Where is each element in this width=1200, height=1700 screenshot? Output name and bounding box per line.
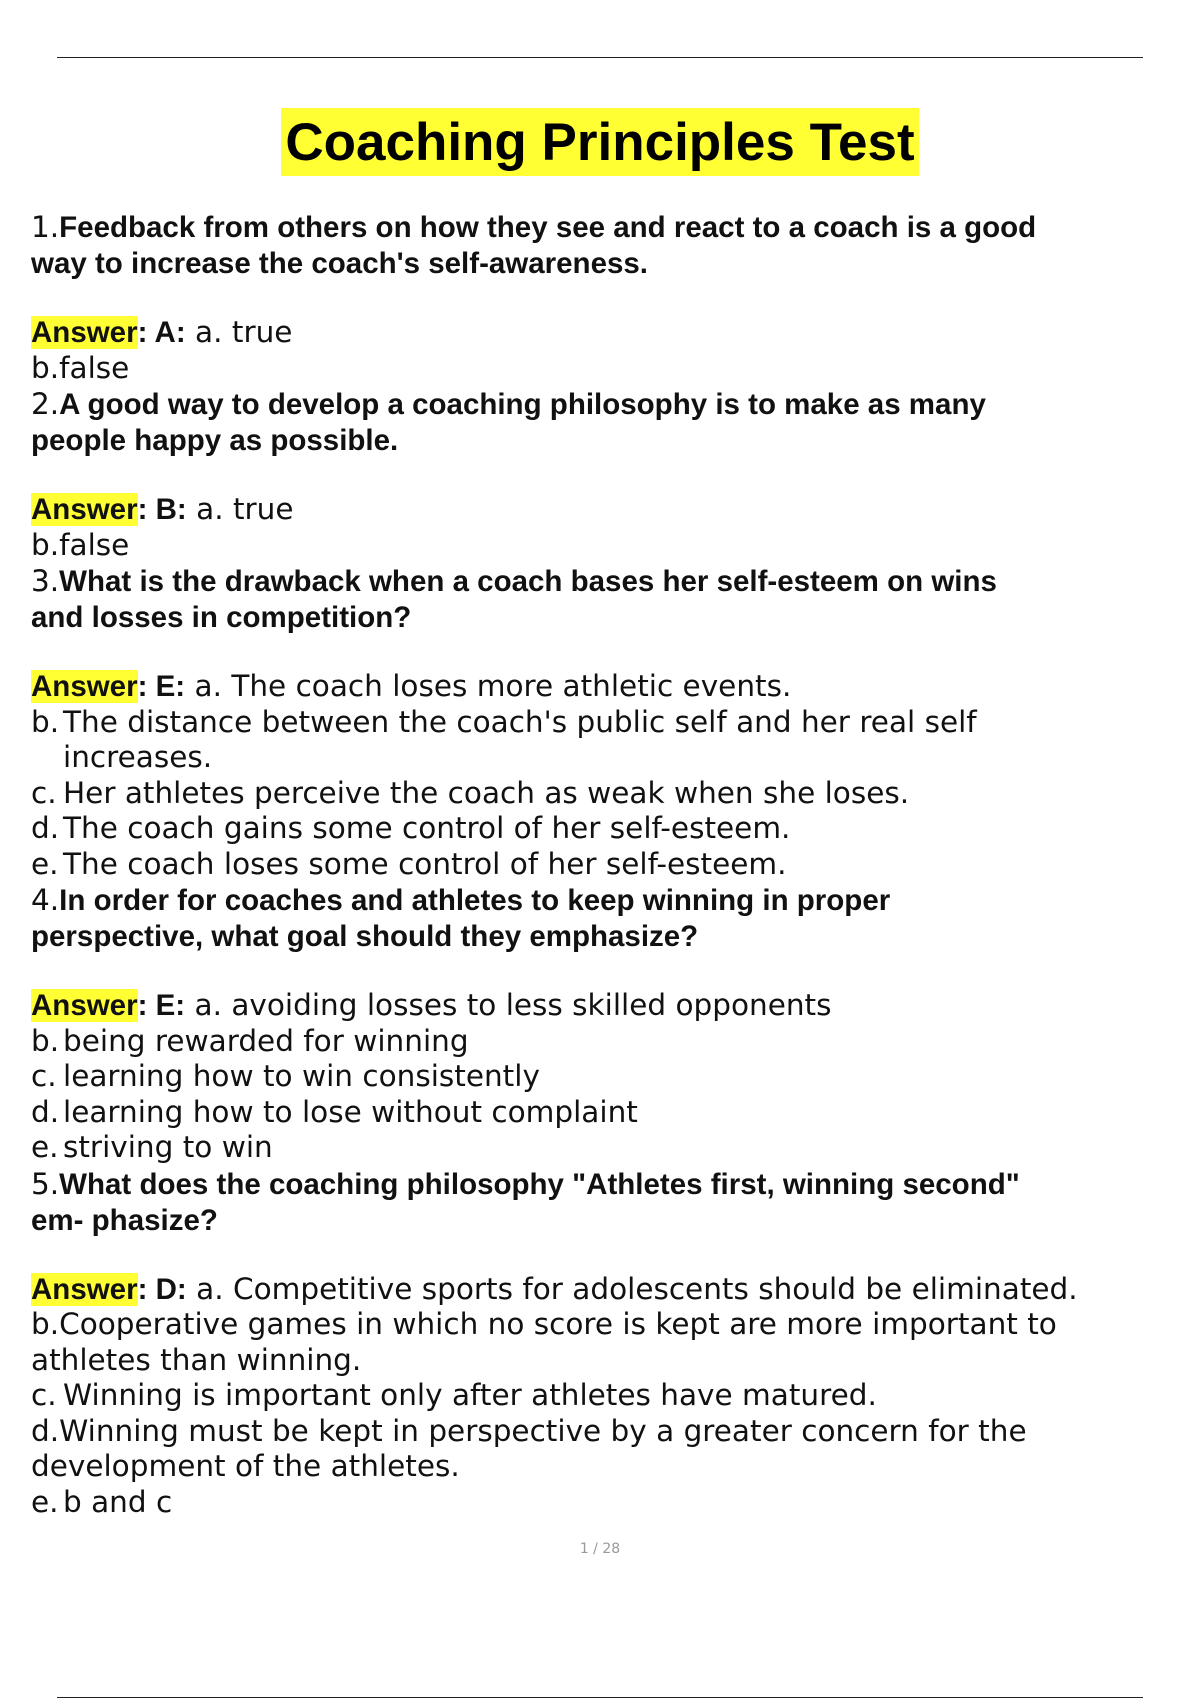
option-d: d. The coach gains some control of her self-esteem.	[31, 811, 791, 845]
answer-key: B:	[155, 493, 187, 526]
question-text-line2: way to increase the coach's self-awareness.	[31, 247, 648, 280]
answer-key: A:	[154, 316, 186, 349]
option-c: c. Her athletes perceive the coach as weak when she loses.	[31, 775, 910, 810]
option-b: b. The distance between the coach's public self and her real self increases.	[31, 704, 977, 774]
title-wrap	[0, 108, 1200, 176]
answer-label: Answer	[31, 1272, 138, 1306]
question-text-line2: perspective, what goal should they emphasize?	[31, 920, 699, 953]
option-e: e. striving to win	[31, 1130, 273, 1164]
answer-label: Answer	[31, 493, 138, 526]
answer-line-4: Answer: E: a. avoiding losses to less skilled opponents	[31, 988, 832, 1022]
question-5	[31, 1166, 1181, 1239]
answer-label: Answer	[31, 316, 138, 349]
question-number: 3.	[31, 564, 60, 598]
option-b: b. being rewarded for winning	[31, 1023, 469, 1058]
answer-line-3: Answer: E: a. The coach loses more athletic events.	[31, 669, 792, 703]
answer-line-5: Answer: D: a. Competitive sports for adolescents should be eliminated.	[31, 1271, 1078, 1306]
answer-label: Answer	[31, 989, 138, 1022]
question-text-line2: and losses in competition?	[31, 601, 412, 634]
answer-key: E:	[155, 670, 186, 703]
option-d: d. learning how to lose without complaint	[31, 1094, 638, 1129]
question-text-line2: em- phasize?	[31, 1203, 218, 1237]
question-1	[31, 209, 1181, 282]
bottom-rule	[57, 1697, 1143, 1698]
answer-line-1: Answer: A: a. true	[31, 315, 293, 349]
top-rule	[57, 57, 1143, 58]
option-e: e. b and c	[31, 1484, 173, 1519]
question-4	[31, 882, 1181, 955]
question-text-line1: In order for coaches and athletes to keep winning in proper	[59, 884, 891, 917]
option-c: c. Winning is important only after athletes have matured.	[31, 1378, 877, 1412]
answer-key: E:	[155, 989, 186, 1022]
question-number: 4.	[31, 883, 60, 917]
option-c: c. learning how to win consistently	[31, 1059, 540, 1093]
question-list	[31, 209, 1181, 1520]
question-number: 2.	[31, 387, 60, 421]
question-3	[31, 563, 1181, 636]
answer-key: D:	[155, 1272, 187, 1306]
question-number: 5.	[31, 1166, 60, 1201]
option-d: d.Winning must be kept in perspective by a greater concern for the development of the athletes.	[31, 1413, 1027, 1483]
page-number: 1 / 28	[579, 1541, 621, 1557]
question-text-line1: A good way to develop a coaching philosophy is to make as many	[59, 388, 986, 421]
question-2	[31, 386, 1181, 459]
option-e: e. The coach loses some control of her self-esteem.	[31, 846, 787, 881]
page-title: Coaching Principles Test	[281, 108, 918, 176]
question-number: 1.	[31, 210, 60, 244]
question-text-line2: people happy as possible.	[31, 424, 399, 457]
option-a: a. The coach loses more athletic events.	[194, 669, 792, 703]
option-b: b. false	[31, 527, 130, 562]
question-text-line1: What does the coaching philosophy "Athletes first, winning second"	[59, 1167, 1020, 1201]
option-a: a. true	[195, 315, 293, 349]
option-a: a. avoiding losses to less skilled opponents	[194, 988, 832, 1022]
question-text-line1: Feedback from others on how they see and react to a coach is a good	[59, 211, 1037, 244]
question-text-line1: What is the drawback when a coach bases her self-esteem on wins	[59, 565, 997, 598]
answer-label: Answer	[31, 670, 138, 703]
option-a: a. true	[196, 492, 294, 526]
option-b: b.Cooperative games in which no score is kept are more important to athletes than winning.	[31, 1307, 1057, 1377]
option-b: b. false	[31, 350, 130, 385]
option-a: a. Competitive sports for adolescents should be eliminated.	[196, 1271, 1078, 1306]
answer-line-2: Answer: B: a. true	[31, 492, 294, 526]
